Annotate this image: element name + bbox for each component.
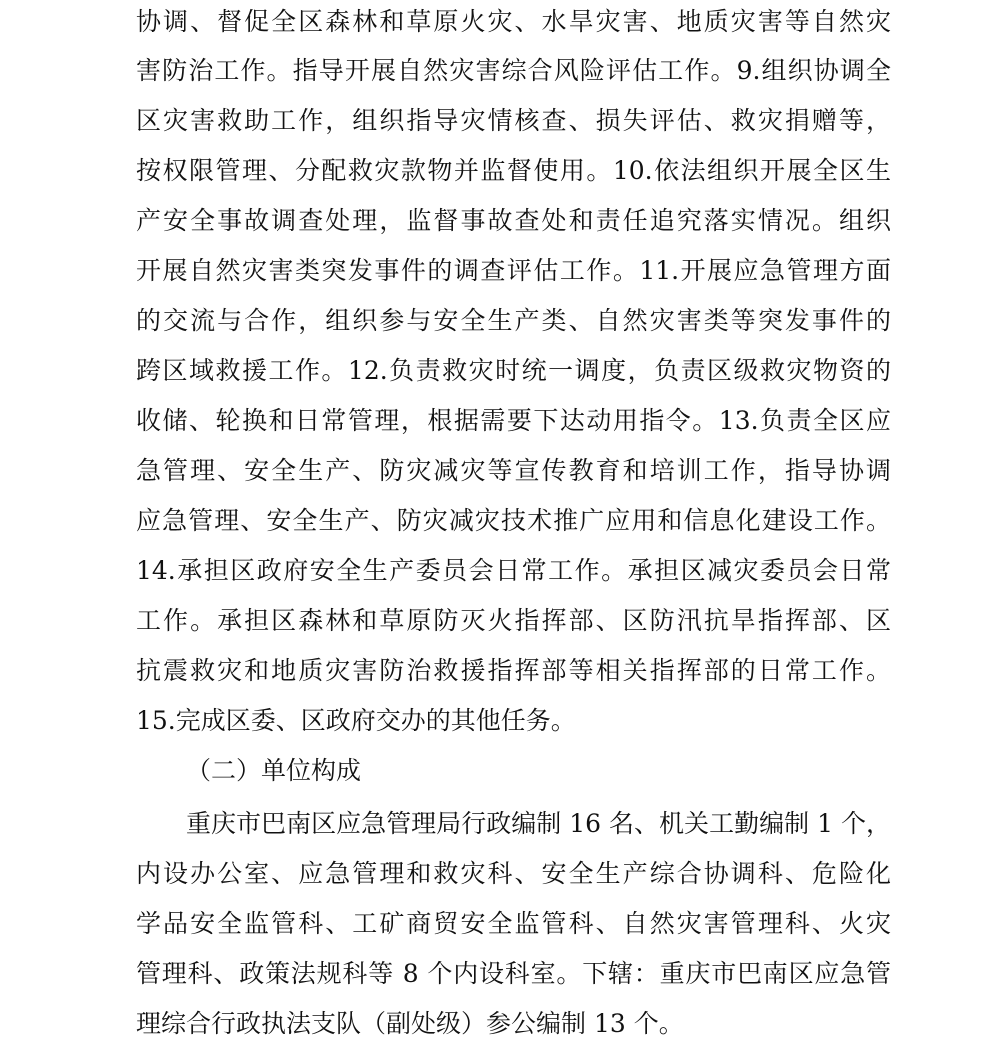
text-line: 学品安全监管科、工矿商贸安全监管科、自然灾害管理科、火灾 bbox=[136, 909, 891, 938]
section-heading: （二）单位构成 bbox=[186, 756, 362, 785]
text-line: 急管理、安全生产、防灾减灾等宣传教育和培训工作，指导协调 bbox=[136, 456, 891, 485]
text-line: 跨区域救援工作。12.负责救灾时统一调度，负责区级救灾物资的 bbox=[136, 356, 891, 385]
text-line: 重庆市巴南区应急管理局行政编制 16 名、机关工勤编制 1 个， bbox=[186, 809, 891, 838]
text-line: 收储、轮换和日常管理，根据需要下达动用指令。13.负责全区应 bbox=[136, 406, 891, 435]
text-line: 协调、督促全区森林和草原火灾、水旱灾害、地质灾害等自然灾 bbox=[136, 7, 891, 36]
text-line: 按权限管理、分配救灾款物并监督使用。10.依法组织开展全区生 bbox=[136, 156, 891, 185]
text-line: 害防治工作。指导开展自然灾害综合风险评估工作。9.组织协调全 bbox=[136, 56, 891, 85]
text-line: 理综合行政执法支队（副处级）参公编制 13 个。 bbox=[136, 1009, 684, 1038]
text-line: 产安全事故调查处理，监督事故查处和责任追究落实情况。组织 bbox=[136, 206, 891, 235]
text-line: 管理科、政策法规科等 8 个内设科室。下辖：重庆市巴南区应急管 bbox=[136, 959, 891, 988]
text-line: 区灾害救助工作，组织指导灾情核查、损失评估、救灾捐赠等， bbox=[136, 106, 891, 135]
text-line: 抗震救灾和地质灾害防治救援指挥部等相关指挥部的日常工作。 bbox=[136, 656, 891, 685]
text-line: 工作。承担区森林和草原防灭火指挥部、区防汛抗旱指挥部、区 bbox=[136, 606, 891, 635]
text-line: 14.承担区政府安全生产委员会日常工作。承担区减灾委员会日常 bbox=[136, 556, 891, 585]
text-line: 应急管理、安全生产、防灾减灾技术推广应用和信息化建设工作。 bbox=[136, 506, 891, 535]
text-line: 的交流与合作，组织参与安全生产类、自然灾害类等突发事件的 bbox=[136, 306, 891, 335]
text-line: 内设办公室、应急管理和救灾科、安全生产综合协调科、危险化 bbox=[136, 859, 891, 888]
text-line: 开展自然灾害类突发事件的调查评估工作。11.开展应急管理方面 bbox=[136, 256, 891, 285]
text-line: 15.完成区委、区政府交办的其他任务。 bbox=[136, 706, 576, 735]
